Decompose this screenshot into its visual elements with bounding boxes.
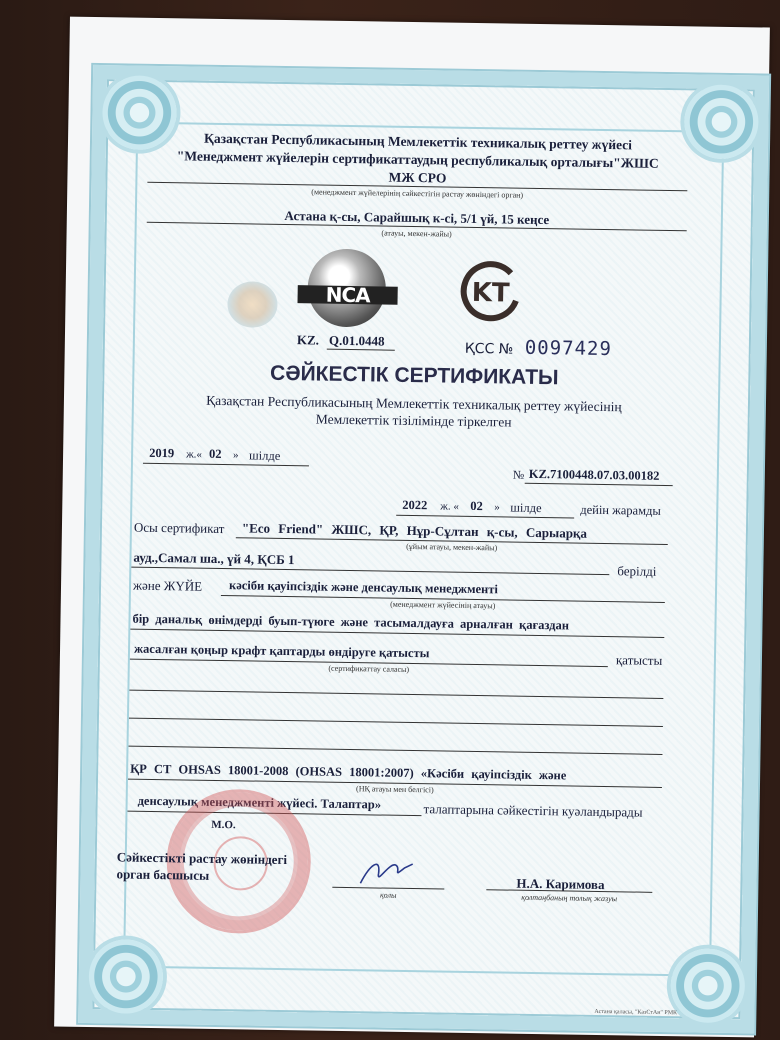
signer-role-line2: орган басшысы	[116, 866, 210, 883]
standard-caption: (НҚ атауы мен белгісі)	[356, 784, 434, 795]
system-value: кәсіби қауіпсіздік және денсаулық менеджменті	[228, 578, 499, 597]
valid-year: 2022	[402, 497, 428, 513]
printer-footer: Астана қаласы, "КазСтАн" РМК	[594, 1008, 678, 1017]
valid-day: 02	[470, 498, 483, 514]
scope-suffix: қатысты	[615, 652, 663, 668]
standard-line2: денсаулық менеджменті жүйесі. Талаптар»	[137, 793, 382, 812]
subtitle-line2: Мемлекеттік тізілімінде тіркелген	[315, 411, 512, 430]
issue-day: 02	[209, 446, 222, 461]
issue-year-suffix: ж.«	[186, 448, 203, 461]
serial-number: 0097429	[524, 336, 613, 361]
cert-number-label: №	[512, 467, 525, 482]
issued-caption: (ұйым атауы, мекен-жайы)	[406, 541, 498, 553]
kz-number: Q.01.0448	[328, 332, 385, 349]
mp-label: М.О.	[211, 818, 236, 832]
system-prefix: және ЖҮЙЕ	[132, 577, 203, 594]
kt-logo-icon	[458, 259, 523, 324]
rosette-icon	[88, 939, 163, 1014]
scope-line2: жасалған қоңыр крафт қаптарды өндіруге қатысты	[133, 641, 430, 661]
signature-caption: қолы	[379, 890, 397, 900]
kt-logo-text: KT	[471, 277, 510, 309]
issued-prefix: Осы сертификат	[133, 519, 225, 537]
header-line1: Қазақстан Республикасының Мемлекеттік техникалық реттеу жүйесі	[204, 130, 633, 153]
scope-caption: (сертификаттау саласы)	[328, 663, 410, 674]
issued-line1: "Eco Friend" ЖШС, ҚР, Нұр-Сұлтан қ-сы, Сарыарқа	[241, 520, 588, 541]
standard-suffix: талаптарына сәйкестігін куәландырады	[423, 801, 643, 820]
signer-role-line1: Сәйкестікті растау жөніндегі	[116, 849, 288, 868]
signer-name-caption: қолтаңбаның толық жазуы	[521, 892, 618, 904]
kss-label: ҚСС №	[464, 340, 514, 358]
header-line3: МЖ СРО	[388, 169, 447, 186]
rosette-icon	[670, 948, 745, 1023]
system-caption: (менеджмент жүйесінің атауы)	[390, 599, 496, 611]
nca-logo-text: NCA	[298, 285, 398, 305]
valid-day-suffix: »	[494, 501, 500, 514]
standard-line1: ҚР СТ OHSAS 18001-2008 (OHSAS 18001:2007) «Кәсіби қауіпсіздік және	[130, 761, 567, 783]
valid-suffix: дейін жарамды	[580, 502, 661, 518]
issued-suffix: берілді	[617, 563, 657, 579]
kz-label: KZ.	[296, 332, 320, 348]
signature-icon	[356, 853, 417, 890]
issued-line2: ауд.,Самал ша., үй 4, ҚСБ 1	[133, 549, 295, 568]
header-caption1: (менеджмент жүйелерінің сәйкестігін растау жөніндегі орган)	[311, 187, 524, 200]
issue-day-suffix: »	[233, 449, 239, 462]
subtitle-line1: Қазақстан Республикасының Мемлекеттік техникалық реттеу жүйесінің	[206, 392, 622, 415]
valid-month: шілде	[510, 500, 542, 516]
signer-name: Н.А. Каримова	[516, 875, 605, 893]
header-caption2: (атауы, мекен-жайы)	[381, 228, 452, 239]
valid-year-suffix: ж. «	[440, 500, 460, 513]
cert-number: KZ.7100448.07.03.00182	[528, 466, 660, 483]
scope-line1: бір данальқ өнімдерді буып-түюге және тасымалдауға арналған қағаздан	[132, 611, 570, 633]
issue-year: 2019	[149, 445, 175, 461]
certificate-paper	[54, 17, 770, 1038]
header-line2: "Менеджмент жүйелерін сертификаттаудың республикалық орталығы"ЖШС	[176, 148, 659, 171]
header-address: Астана қ-сы, Сарайшық к-сі, 5/1 үй, 15 кеңсе	[284, 207, 550, 228]
issue-month: шілде	[248, 448, 281, 463]
certificate-title: СӘЙКЕСТІК СЕРТИФИКАТЫ	[269, 361, 559, 390]
